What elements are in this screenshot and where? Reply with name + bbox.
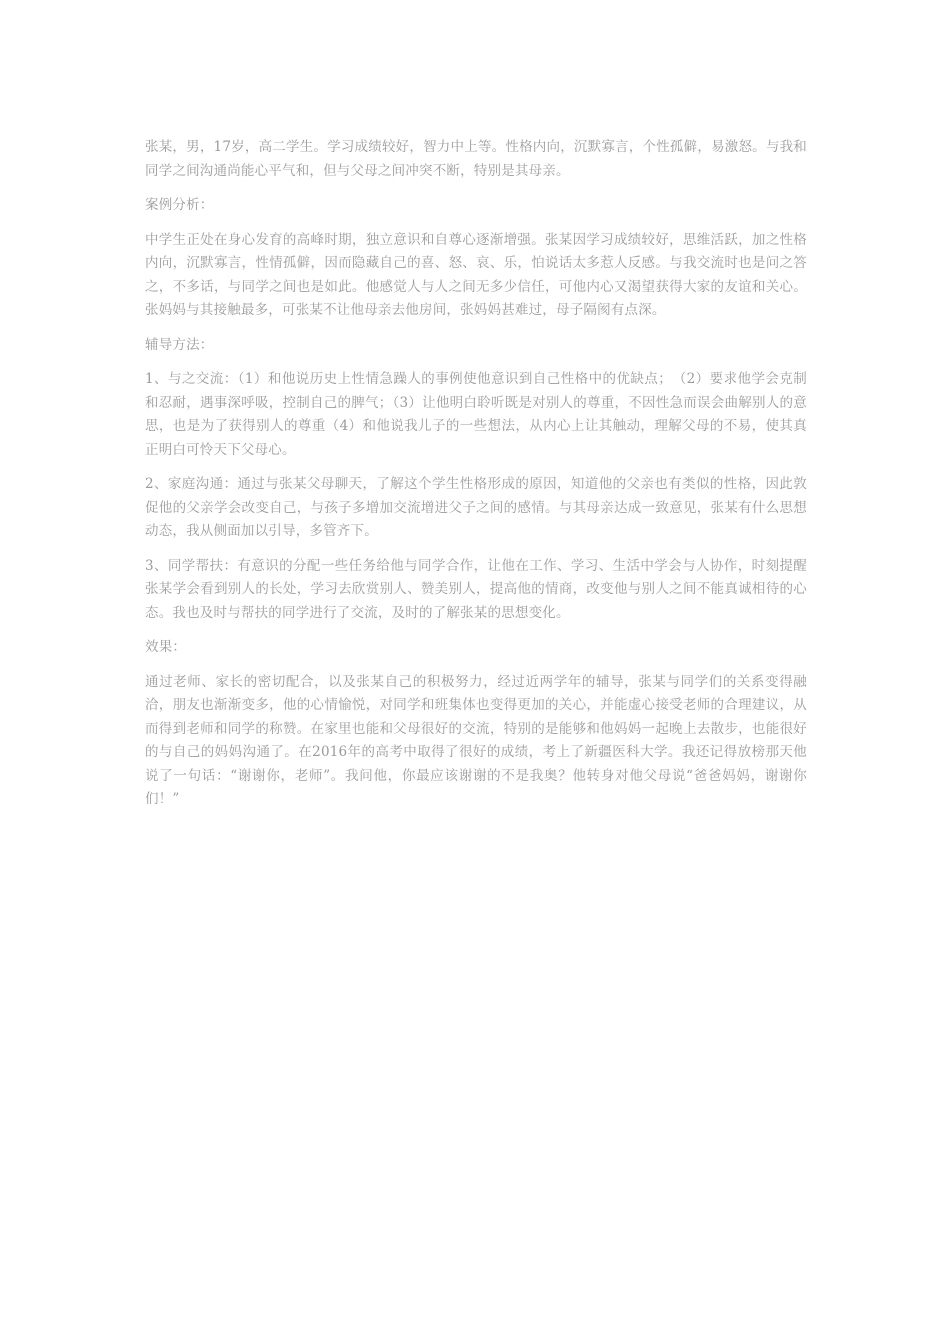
method-1-paragraph: 1、与之交流：（1）和他说历史上性情急躁人的事例使他意识到自己性格中的优缺点； （2）要求他学会克制和忍耐，遇事深呼吸，控制自己的脾气；（3）让他明白聆听既是对别人的尊重，不因性急而误会曲解别人的意思，也是为了获得别人的尊重（4）和他说我儿子的一些想法，从内心上让其触动，理解父母的不易，使其真正明白可怜天下父母心。 <box>145 371 808 458</box>
section-heading-method: 辅导方法： <box>145 336 214 353</box>
intro-paragraph: 张某，男，17岁，高二学生。学习成绩较好，智力中上等。性格内向，沉默寡言，个性孤僻，易激怒。与我和同学之间沟通尚能心平气和，但与父母之间冲突不断，特别是其母亲。 <box>145 139 807 179</box>
analysis-paragraph: 中学生正处在身心发育的高峰时期，独立意识和自尊心逐渐增强。张某因学习成绩较好，思维活跃，加之性格内向，沉默寡言，性情孤僻，因而隐藏自己的喜、怒、哀、乐，怕说话太多惹人反感。与我交流时也是问之答之，不多话，与同学之间也是如此。他感觉人与人之间无多少信任，可他内心又渴望获得大家的友谊和关心。张妈妈与其接触最多，可张某不让他母亲去他房间，张妈妈甚难过，母子隔阂有点深。 <box>145 231 807 318</box>
section-heading-effect: 效果： <box>145 639 187 655</box>
document-body <box>145 136 807 823</box>
section-heading-analysis: 案例分析： <box>145 197 214 213</box>
method-2-paragraph: 2、家庭沟通：通过与张某父母聊天，了解这个学生性格形成的原因，知道他的父亲也有类似的性格，因此敦促他的父亲学会改变自己，与孩子多增加交流增进父子之间的感情。与其母亲达成一致意见，张某有什么思想动态，我从侧面加以引导，多管齐下。 <box>145 476 807 539</box>
effect-paragraph: 通过老师、家长的密切配合，以及张某自己的积极努力，经过近两学年的辅导，张某与同学们的关系变得融洽，朋友也渐渐变多，他的心情愉悦，对同学和班集体也变得更加的关心，并能虚心接受老师的合理建议，从而得到老师和同学的称赞。在家里也能和父母很好的交流，特别的是能够和他妈妈一起晚上去散步，也能很好的与自己的妈妈沟通了。在2016年的高考中取得了很好的成绩，考上了新疆医科大学。我还记得放榜那天他说了一句话：“谢谢你，老师”。我问他，你最应该谢谢的不是我奥？他转身对他父母说“爸爸妈妈，谢谢你们！” <box>145 673 807 807</box>
method-3-paragraph: 3、同学帮扶：有意识的分配一些任务给他与同学合作，让他在工作、学习、生活中学会与人协作，时刻提醒张某学会看到别人的长处，学习去欣赏别人、赞美别人，提高他的情商，改变他与别人之间不能真诚相待的心态。我也及时与帮扶的同学进行了交流，及时的了解张某的思想变化。 <box>145 557 807 621</box>
